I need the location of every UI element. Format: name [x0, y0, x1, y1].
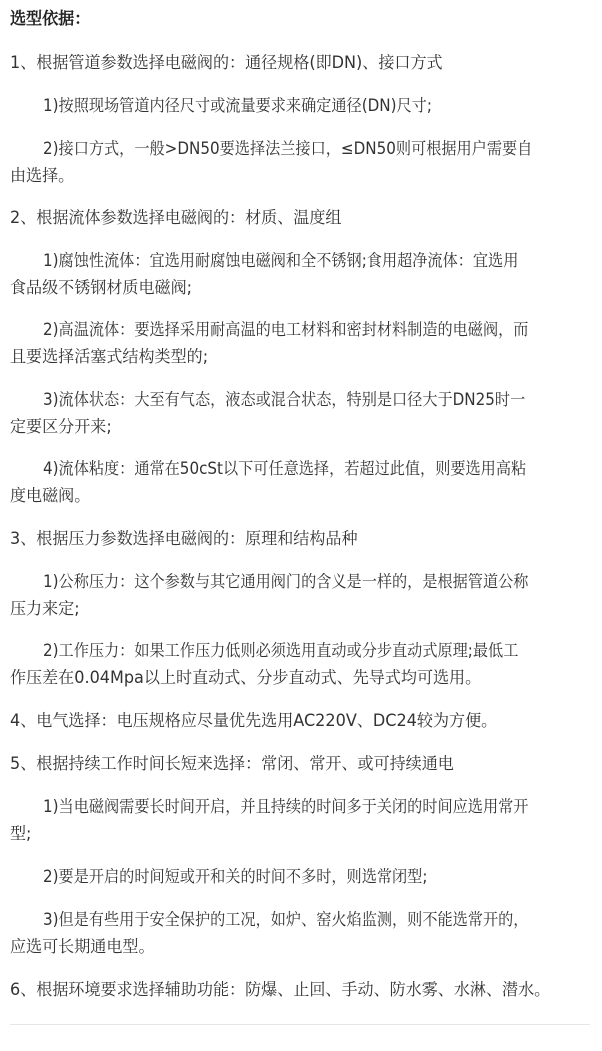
section-5-item-1-line-1: 1)当电磁阀需要长时间开启，并且持续的时间多于关闭的时间应选用常开	[43, 797, 529, 816]
section-4-heading: 4、电气选择：电压规格应尽量优先选用AC220V、DC24较为方便。	[10, 711, 498, 730]
section-2-item-4-line-2: 度电磁阀。	[10, 486, 91, 505]
section-1-item-2-line-1: 2)接口方式，一般>DN50要选择法兰接口，≤DN50则可根据用户需要自	[43, 139, 533, 158]
section-3-item-2-line-1: 2)工作压力：如果工作压力低则必须选用直动或分步直动式原理;最低工	[43, 641, 519, 660]
section-2-item-3-line-2: 定要区分开来;	[10, 417, 112, 436]
section-2-item-1-line-1: 1)腐蚀性流体：宜选用耐腐蚀电磁阀和全不锈钢;食用超净流体：宜选用	[43, 251, 519, 270]
section-2-item-4-line-1: 4)流体粘度：通常在50cSt以下可任意选择，若超过此值，则要选用高粘	[43, 459, 527, 478]
section-5-item-3-line-2: 应选可长期通电型。	[10, 937, 155, 956]
section-3-item-1-line-2: 压力来定;	[10, 599, 80, 618]
section-1-item-1-line-1: 1)按照现场管道内径尺寸或流量要求来确定通径(DN)尺寸;	[43, 96, 432, 115]
section-3-item-1-line-1: 1)公称压力：这个参数与其它通用阀门的含义是一样的，是根据管道公称	[43, 572, 529, 591]
section-5-item-2-line-1: 2)要是开启的时间短或开和关的时间不多时，则选常闭型;	[43, 867, 428, 886]
section-2-item-2-line-1: 2)高温流体：要选择采用耐高温的电工材料和密封材料制造的电磁阀，而	[43, 320, 529, 339]
section-5-item-3-line-1: 3)但是有些用于安全保护的工况，如炉、窑火焰监测，则不能选常开的，	[43, 910, 529, 929]
section-5-heading: 5、根据持续工作时间长短来选择：常闭、常开、或可持续通电	[10, 754, 454, 773]
section-6-heading: 6、根据环境要求选择辅助功能：防爆、止回、手动、防水雾、水淋、潜水。	[10, 980, 551, 999]
section-2-item-1-line-2: 食品级不锈钢材质电磁阀;	[10, 278, 193, 297]
section-5-item-1-line-2: 型;	[10, 824, 32, 843]
section-1-heading: 1、根据管道参数选择电磁阀的：通径规格(即DN)、接口方式	[10, 53, 443, 72]
section-2-item-3-line-1: 3)流体状态：大至有气态，液态或混合状态，特别是口径大于DN25时一	[43, 390, 526, 409]
section-3-heading: 3、根据压力参数选择电磁阀的：原理和结构品种	[10, 529, 358, 548]
heading: 选型依据：	[10, 9, 91, 28]
section-2-item-2-line-2: 且要选择活塞式结构类型的;	[10, 347, 209, 366]
section-2-heading: 2、根据流体参数选择电磁阀的：材质、温度组	[10, 208, 342, 227]
section-1-item-2-line-2: 由选择。	[10, 166, 75, 185]
bottom-divider	[10, 1024, 590, 1025]
section-3-item-2-line-2: 作压差在0.04Mpa以上时直动式、分步直动式、先导式均可选用。	[10, 668, 482, 687]
